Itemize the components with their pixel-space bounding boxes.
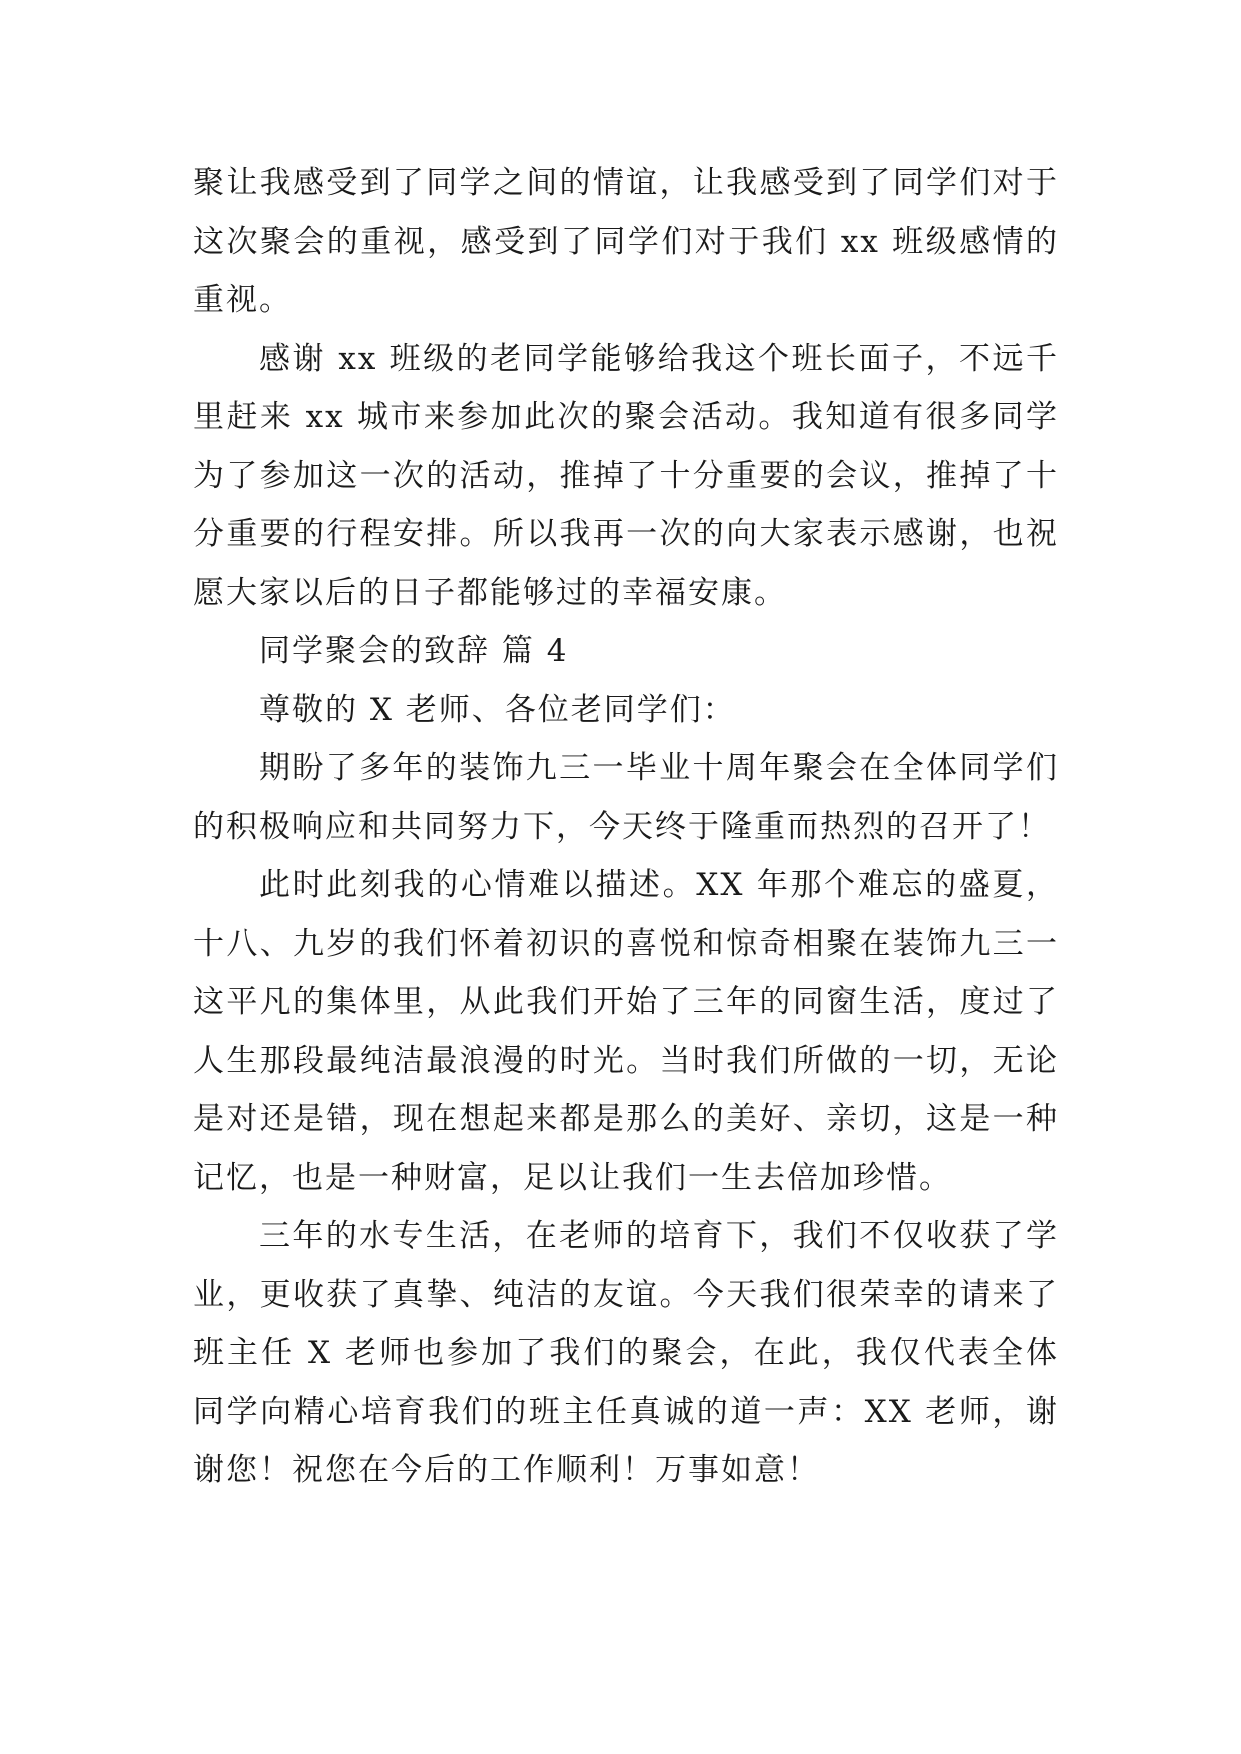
paragraph-memories: 此时此刻我的心情难以描述。XX 年那个难忘的盛夏，十八、九岁的我们怀着初识的喜悦和惊奇相聚在装饰九三一这平凡的集体里，从此我们开始了三年的同窗生活，度过了人生那段最纯洁最浪漫的时光。当时我们所做的一切，无论是对还是错，现在想起来都是那么的美好、亲切，这是一种记忆，也是一种财富，足以让我们一生去倍加珍惜。: [193, 867, 1059, 1196]
document-body: [193, 154, 1059, 1500]
paragraph-teacher-thanks: 三年的水专生活，在老师的培育下，我们不仅收获了学业，更收获了真挚、纯洁的友谊。今天我们很荣幸的请来了班主任 X 老师也参加了我们的聚会，在此，我仅代表全体同学向精心培育我们的班主任真诚的道一声：XX 老师，谢谢您！祝您在今后的工作顺利！万事如意！: [193, 1218, 1059, 1488]
section-heading: 同学聚会的致辞 篇 4: [259, 633, 569, 669]
salutation: 尊敬的 X 老师、各位老同学们：: [259, 691, 736, 728]
paragraph-thanks: 感谢 xx 班级的老同学能够给我这个班长面子，不远千里赶来 xx 城市来参加此次的聚会活动。我知道有很多同学为了参加这一次的活动，推掉了十分重要的会议，推掉了十分重要的行程安排。所以我再一次的向大家表示感谢，也祝愿大家以后的日子都能够过的幸福安康。: [193, 340, 1059, 611]
paragraph-opening: 期盼了多年的装饰九三一毕业十周年聚会在全体同学们的积极响应和共同努力下，今天终于隆重而热烈的召开了！: [193, 750, 1059, 845]
paragraph-continued: 聚让我感受到了同学之间的情谊，让我感受到了同学们对于这次聚会的重视，感受到了同学们对于我们 xx 班级感情的重视。: [193, 165, 1059, 318]
